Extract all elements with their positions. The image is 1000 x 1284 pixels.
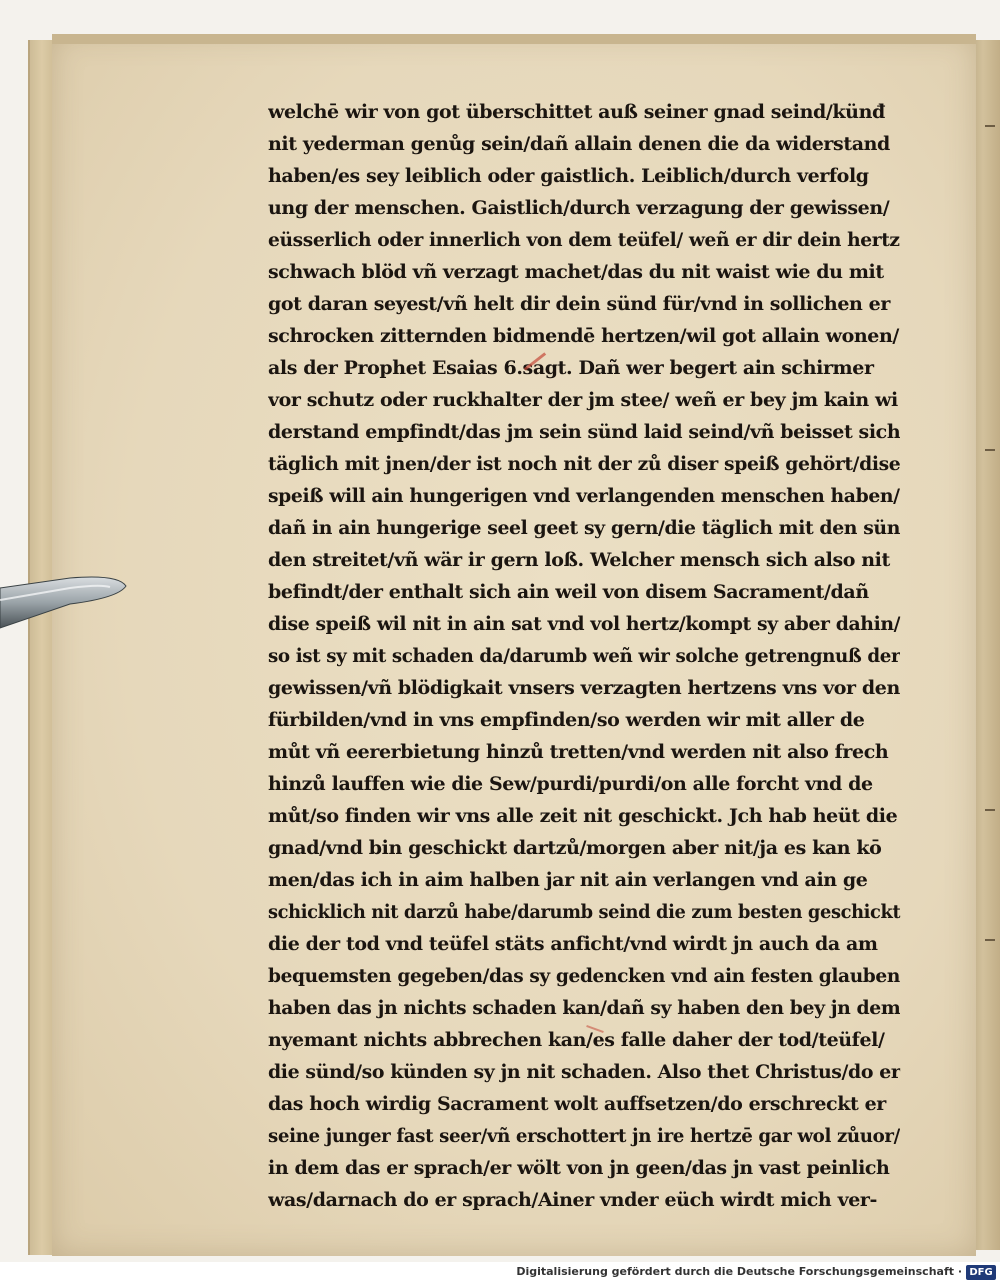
funding-credit: Digitalisierung gefördert durch die Deutsche Forschungsgemeinschaft · (516, 1265, 962, 1278)
text-line: men/das ich in aim halben jar nit ain verlangen vnd ain ge (268, 869, 868, 891)
text-line: hinzů lauffen wie die Sew/purdi/purdi/on alle forcht vnd de (268, 773, 873, 795)
text-line: was/darnach do er sprach/Ainer vnder eüch wirdt mich ver- (268, 1189, 877, 1211)
text-line: gewissen/vñ blödigkait vnsers verzagten hertzens vns vor den (268, 677, 900, 699)
text-line: in dem das er sprach/er wölt von jn geen/das jn vast peinlich (268, 1157, 890, 1179)
text-line: haben das jn nichts schaden kan/dañ sy haben den bey jn dem (268, 997, 900, 1019)
text-line: die sünd/so künden sy jn nit schaden. Also thet Christus/do er (268, 1061, 901, 1083)
text-line: můt/so finden wir vns alle zeit nit geschickt. Jch hab heüt die (268, 805, 898, 827)
text-line: gnad/vnd bin geschickt dartzů/morgen aber nit/ja es kan kō (268, 837, 882, 859)
text-line: befindt/der enthalt sich ain weil von disem Sacrament/dañ (268, 581, 869, 603)
text-line: vor schutz oder ruckhalter der jm stee/ weñ er bey jm kain wi (268, 389, 898, 411)
text-line: nit yederman genůg sein/dañ allain denen die da widerstand (268, 133, 890, 155)
text-line: bequemsten gegeben/das sy gedencken vnd ain festen glauben (268, 965, 900, 987)
dfg-logo: DFG (966, 1265, 996, 1280)
text-line: nyemant nichts abbrechen kan/es falle daher der tod/teüfel/ (268, 1029, 885, 1051)
page-edge-stitching (985, 90, 995, 1090)
text-line: derstand empfindt/das jm sein sünd laid seind/vñ beisset sich (268, 421, 900, 443)
text-line: dise speiß wil nit in ain sat vnd vol hertz/kompt sy aber dahin/ (268, 613, 901, 635)
text-line: eüsserlich oder innerlich von dem teüfel/ weñ er dir dein hertz (268, 229, 900, 251)
text-line: haben/es sey leiblich oder gaistlich. Leiblich/durch verfolg (268, 165, 869, 187)
pen-pointer-icon (0, 560, 160, 640)
text-line: dañ in ain hungerige seel geet sy gern/die täglich mit den sün (268, 517, 901, 539)
text-line: den streitet/vñ wär ir gern loß. Welcher mensch sich also nit (268, 549, 890, 571)
text-line: welchē wir von got überschittet auß seiner gnad seind/künđ (268, 101, 885, 123)
text-line: so ist sy mit schaden da/darumb weñ wir solche getrengnuß der (268, 645, 901, 667)
text-line: das hoch wirdig Sacrament wolt auffsetzen/do erschreckt er (268, 1093, 886, 1115)
text-line: můt vñ eererbietung hinzů tretten/vnd werden nit also frech (268, 741, 889, 763)
text-line: die der tod vnd teüfel stäts anficht/vnd wirdt jn auch da am (268, 933, 878, 955)
text-line: täglich mit jnen/der ist noch nit der zů diser speiß gehört/dise (268, 453, 901, 475)
text-line: schicklich nit darzů habe/darumb seind die zum besten geschickt (268, 901, 901, 923)
text-line: fürbilden/vnd in vns empfinden/so werden wir mit aller de (268, 709, 865, 731)
text-line: got daran seyest/vñ helt dir dein sünd für/vnd in sollichen er (268, 293, 890, 315)
text-line: ung der menschen. Gaistlich/durch verzagung der gewissen/ (268, 197, 890, 219)
text-line: seine junger fast seer/vñ erschottert jn ire hertzē gar wol zůuor/ (268, 1125, 900, 1147)
page-top-edge (52, 34, 976, 44)
text-line: speiß will ain hungerigen vnd verlangenden menschen haben/ (268, 485, 900, 507)
text-line: schwach blöd vñ verzagt machet/das du nit waist wie du mit (268, 261, 884, 283)
text-line: schrocken zitternden bidmendē hertzen/wil got allain wonen/ (268, 325, 899, 347)
page-text-block (268, 96, 901, 1211)
text-line: als der Prophet Esaias 6.sagt. Dañ wer begert ain schirmer (268, 357, 874, 379)
